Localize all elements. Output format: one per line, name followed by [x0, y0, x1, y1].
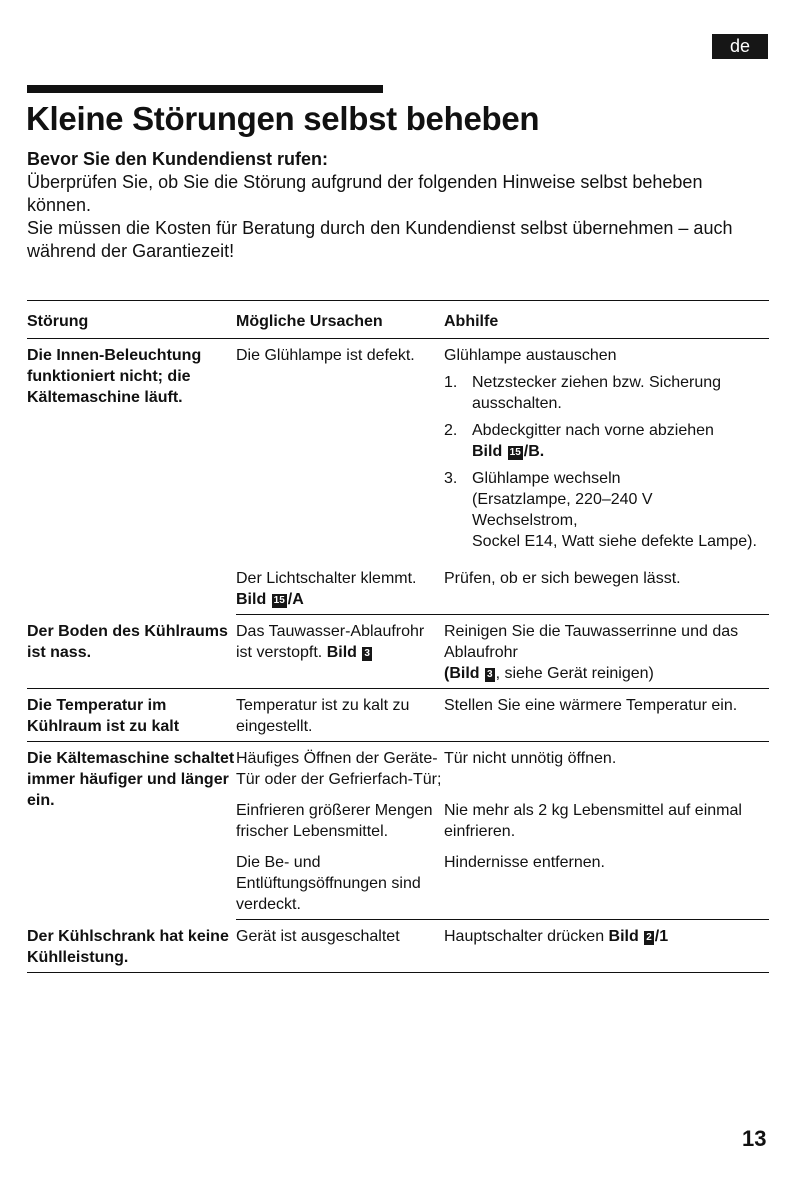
- troubleshooting-table: [27, 300, 769, 973]
- problem-cell: Der Kühlschrank hat keine Kühlleistung.: [27, 920, 236, 973]
- step-number: 1.: [444, 374, 458, 391]
- cause-cell: Einfrieren größerer Mengen frischer Lebensmittel.: [236, 802, 433, 840]
- intro-text: [27, 171, 767, 263]
- table-row: [27, 615, 769, 689]
- remedy-cell: Stellen Sie eine wärmere Temperatur ein.: [444, 689, 769, 742]
- intro-paragraph-1: Überprüfen Sie, ob Sie die Störung aufgrund der folgenden Hinweise selbst beheben können.: [27, 172, 703, 215]
- intro-paragraph-2: Sie müssen die Kosten für Beratung durch den Kundendienst selbst übernehmen – auch während der Garantiezeit!: [27, 218, 733, 261]
- step-number: 3.: [444, 470, 458, 487]
- figure-label: Bild: [472, 443, 503, 460]
- remedy-cell: Tür nicht unnötig öffnen.: [444, 750, 617, 767]
- remedy-text: Reinigen Sie die Tauwasserrinne und das Ablaufrohr: [444, 623, 739, 661]
- table-header-row: [27, 301, 769, 339]
- figure-ref: [236, 591, 304, 608]
- list-item: [444, 468, 769, 552]
- cause-text: Das Tauwasser-Ablaufrohr ist verstopft.: [236, 623, 425, 661]
- step-number: 2.: [444, 422, 458, 439]
- cause-cell: Häufiges Öffnen der Geräte-Tür oder der Gefrierfach-Tür;: [236, 750, 442, 788]
- problem-cell: Die Temperatur im Kühlraum ist zu kalt: [27, 689, 236, 742]
- step-line: Sockel E14, Watt siehe defekte Lampe).: [472, 533, 757, 550]
- figure-suffix: /A: [287, 591, 304, 608]
- cause-cell: Gerät ist ausgeschaltet: [236, 920, 444, 973]
- table-row: [27, 920, 769, 973]
- figure-number-icon: 3: [487, 669, 493, 680]
- remedy-cell: Nie mehr als 2 kg Lebensmittel auf einmal einfrieren.: [444, 802, 742, 840]
- header-causes: Mögliche Ursachen: [236, 301, 444, 339]
- figure-number-icon: 2: [646, 932, 652, 943]
- step-text-wrap: [472, 420, 769, 462]
- page-number: 13: [742, 1126, 767, 1151]
- table-row: [27, 689, 769, 742]
- remedy-cell: Prüfen, ob er sich bewegen lässt.: [444, 562, 769, 615]
- remedy-text: Glühlampe austauschen: [444, 347, 617, 364]
- list-item: [444, 372, 769, 414]
- table-row: [27, 742, 769, 795]
- figure-ref: (Bild: [444, 665, 480, 682]
- remedy-text: Hauptschalter drücken: [444, 928, 605, 945]
- cause-cell: [236, 615, 444, 689]
- subtitle: Bevor Sie den Kundendienst rufen:: [27, 149, 329, 169]
- figure-label: Bild: [608, 928, 639, 945]
- problem-cell: Die Innen-Beleuchtung funktioniert nicht; die Kältemaschine läuft.: [27, 347, 202, 406]
- figure-ref: [609, 928, 669, 945]
- remedy-text: , siehe Gerät reinigen): [495, 665, 654, 682]
- cause-cell: Die Be- und Entlüftungsöffnungen sind verdeckt.: [236, 846, 444, 920]
- step-line: (Ersatzlampe, 220–240 V: [472, 491, 653, 508]
- problem-cell: Der Boden des Kühlraums ist nass.: [27, 615, 236, 689]
- problem-cell: Die Kältemaschine schaltet immer häufiger und länger ein.: [27, 750, 235, 809]
- cause-cell: Die Glühlampe ist defekt.: [236, 347, 415, 364]
- cause-text: Der Lichtschalter klemmt.: [236, 570, 417, 587]
- step-text-wrap: [472, 468, 769, 552]
- header-remedy: Abhilfe: [444, 301, 769, 339]
- step-line: Wechselstrom,: [472, 512, 578, 529]
- figure-number-icon: 15: [509, 447, 521, 458]
- list-item: [444, 420, 769, 462]
- remedy-steps: [444, 372, 769, 552]
- figure-number-icon: 15: [273, 595, 285, 606]
- figure-suffix: /B.: [523, 443, 545, 460]
- figure-ref: [472, 443, 544, 460]
- page-title: Kleine Störungen selbst beheben: [26, 100, 540, 137]
- step-text: Netzstecker ziehen bzw. Sicherung ausschalten.: [472, 374, 722, 412]
- figure-label: Bild: [326, 644, 357, 661]
- language-badge: de: [712, 34, 768, 59]
- remedy-cell: Hindernisse entfernen.: [444, 846, 769, 920]
- remedy-cell: [444, 339, 769, 563]
- remedy-cell: [444, 920, 769, 973]
- cause-cell: [236, 562, 444, 615]
- step-line: Glühlampe wechseln: [472, 470, 621, 487]
- table-row: [27, 339, 769, 563]
- figure-ref: [327, 644, 373, 661]
- figure-suffix: /1: [654, 928, 669, 945]
- step-text: Abdeckgitter nach vorne abziehen: [472, 422, 714, 439]
- figure-label: Bild: [236, 591, 267, 608]
- header-problem: Störung: [27, 301, 236, 339]
- title-rule: [27, 85, 383, 93]
- remedy-cell: [444, 615, 769, 689]
- figure-number-icon: 3: [364, 648, 370, 659]
- cause-cell: Temperatur ist zu kalt zu eingestellt.: [236, 689, 444, 742]
